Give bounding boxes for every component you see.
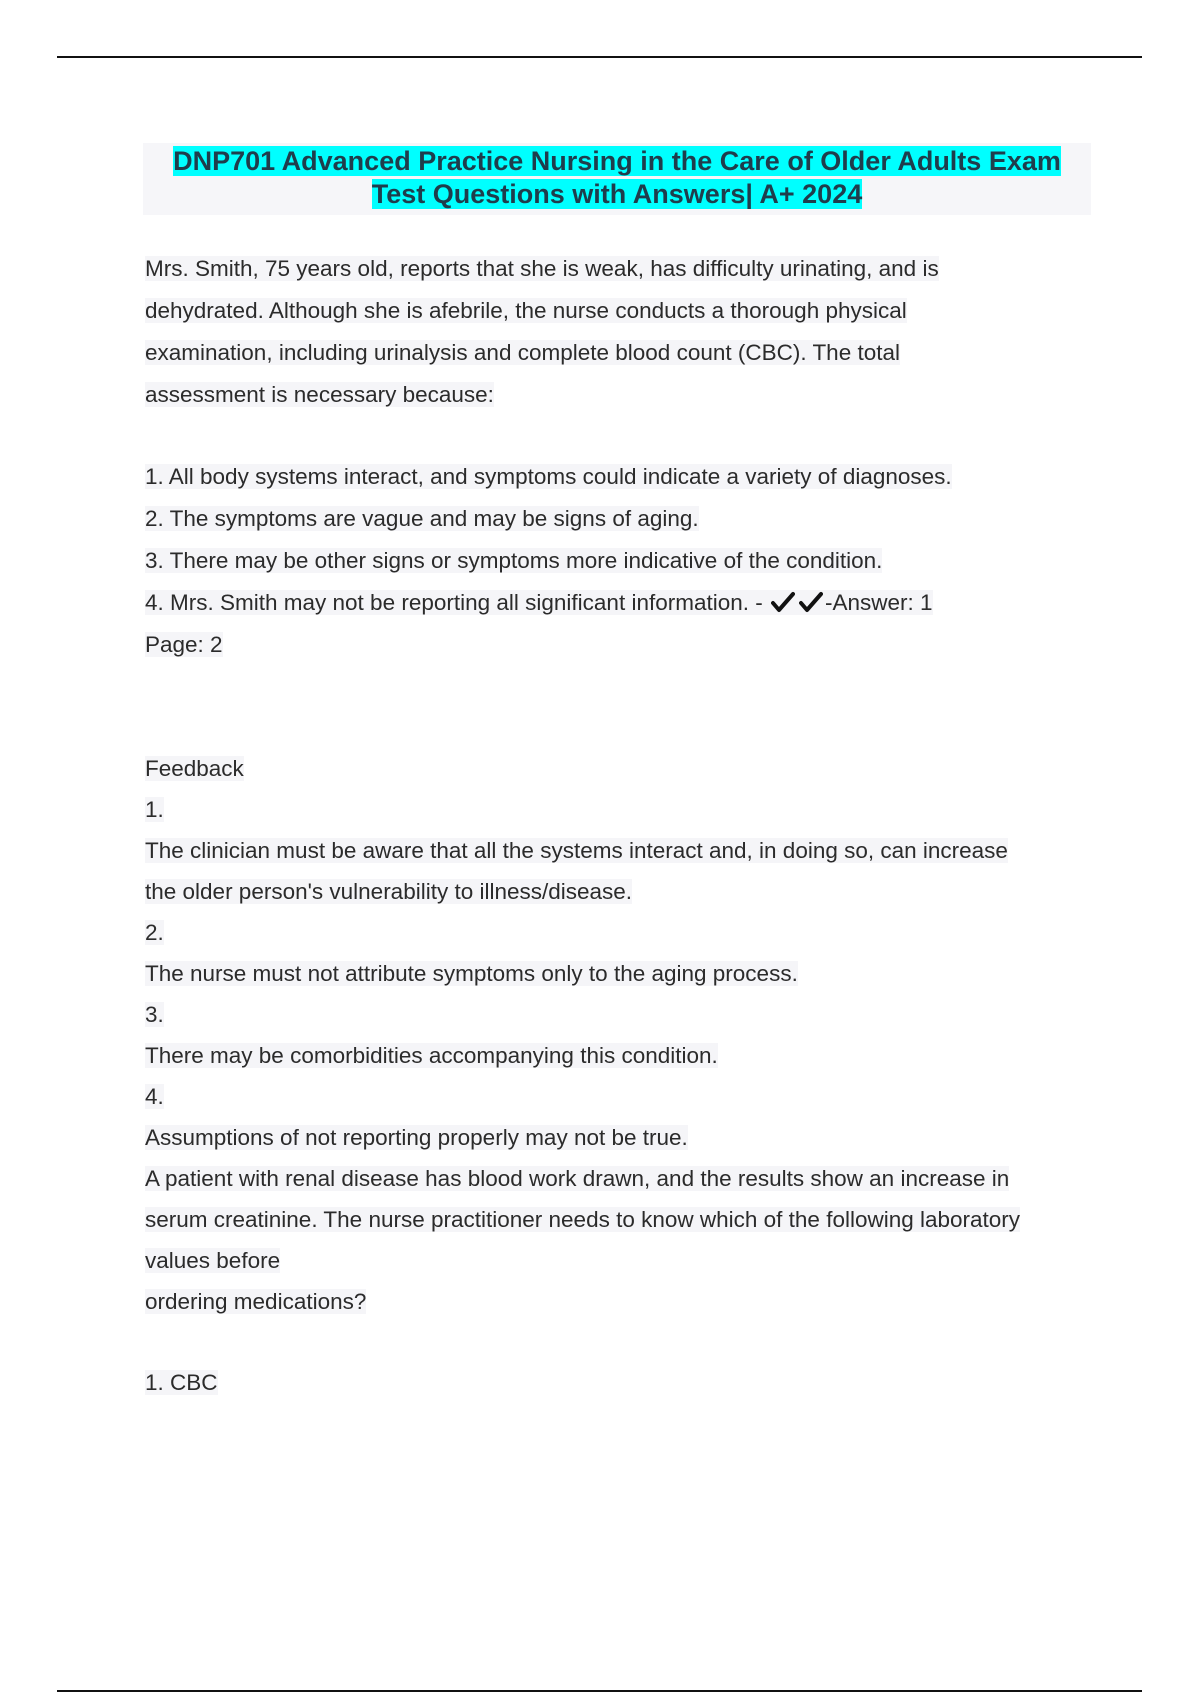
option-4-text: 4. Mrs. Smith may not be reporting all significant information. - [145,590,770,615]
check-mark-icon [799,591,823,613]
feedback-item-number: 2. [145,920,164,945]
feedback-item-text: The nurse must not attribute symptoms only to the aging process. [145,961,798,986]
page-reference: Page: 2 [145,632,223,657]
feedback-heading: Feedback [145,756,244,781]
question-1-stem-line: dehydrated. Although she is afebrile, the nurse conducts a thorough physical [145,298,907,323]
feedback-item-text: the older person's vulnerability to illness/disease. [145,879,633,904]
question-1-stem-line: assessment is necessary because: [145,382,494,407]
bottom-rule [57,1690,1142,1692]
question-1-option-2: 2. The symptoms are vague and may be signs of aging. [145,506,699,531]
question-2-stem-line: A patient with renal disease has blood work drawn, and the results show an increase in [145,1166,1010,1191]
question-1-option-3: 3. There may be other signs or symptoms more indicative of the condition. [145,548,883,573]
feedback-item-number: 4. [145,1084,164,1109]
document-title [143,143,1091,215]
top-rule [57,56,1142,58]
feedback-item-number: 1. [145,797,164,822]
feedback-item-text: There may be comorbidities accompanying this condition. [145,1043,718,1068]
feedback-item-text: The clinician must be aware that all the systems interact and, in doing so, can increase [145,838,1008,863]
check-mark-icon [771,591,795,613]
question-2-stem-line: ordering medications? [145,1289,367,1314]
question-1-stem-line: Mrs. Smith, 75 years old, reports that she is weak, has difficulty urinating, and is [145,256,939,281]
document-body [145,248,1095,1403]
question-1-option-1: 1. All body systems interact, and symptoms could indicate a variety of diagnoses. [145,464,952,489]
title-line-2: Test Questions with Answers| A+ 2024 [371,179,863,209]
question-1-stem-line: examination, including urinalysis and complete blood count (CBC). The total [145,340,900,365]
title-line-1: DNP701 Advanced Practice Nursing in the Care of Older Adults Exam [173,146,1061,176]
feedback-section [145,748,1095,1158]
feedback-item-number: 3. [145,1002,164,1027]
question-2-stem-line: serum creatinine. The nurse practitioner needs to know which of the following laboratory [145,1207,1021,1232]
question-1-option-4 [145,582,1095,624]
question-1 [145,248,1095,666]
question-2 [145,1158,1095,1403]
answer-label: -Answer: 1 [825,590,933,615]
question-2-stem-line: values before [145,1248,281,1273]
question-2-option-1: 1. CBC [145,1370,218,1395]
feedback-item-text: Assumptions of not reporting properly may not be true. [145,1125,688,1150]
